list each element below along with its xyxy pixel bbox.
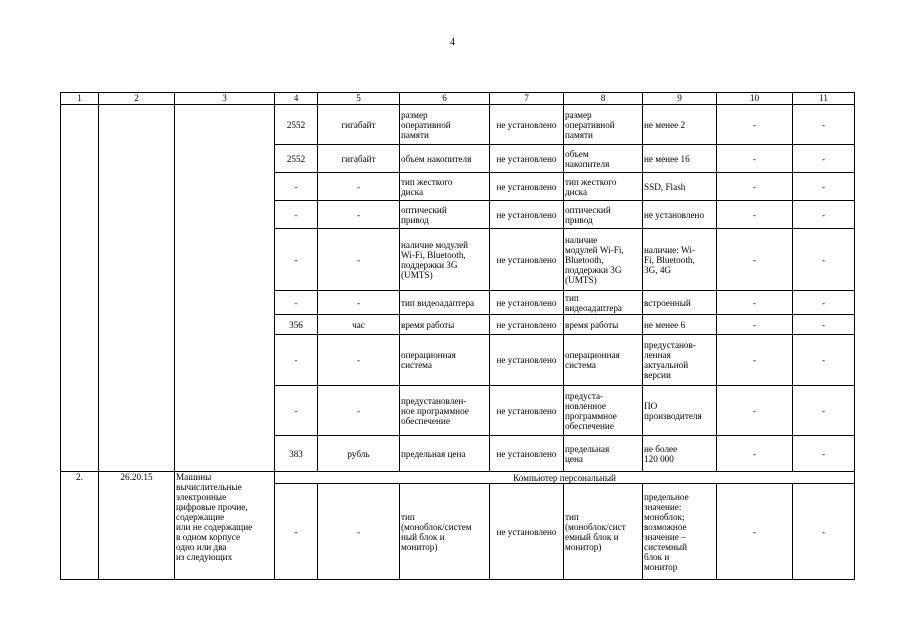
justification-cell: - [717,173,793,201]
requirements-table [60,92,855,580]
characteristic-name-cell: тип (моноблок/систем ный блок и монитор) [400,484,490,580]
characteristic-name-cell: наличие модулей Wi-Fi, Bluetooth, поддержки 3G (UMTS) [400,229,490,291]
okpd-code-cell [99,105,175,472]
characteristic-name-cell: предустановлен- ное программное обеспечение [400,386,490,436]
characteristic-value-cell: не установлено [490,291,564,315]
header-cell: 3 [175,93,275,105]
unit-name-cell: час [318,315,400,335]
characteristic-value-cell: SSD, Flash [643,173,717,201]
characteristic-name-cell: время работы [564,315,643,335]
unit-code-cell: - [275,173,318,201]
item-description-cell [175,105,275,472]
unit-name-cell: - [318,229,400,291]
characteristic-value-cell: не установлено [490,484,564,580]
function-cell: - [793,436,855,472]
header-cell: 2 [99,93,175,105]
unit-code-cell: 2552 [275,105,318,145]
characteristic-value-cell: не более 120 000 [643,436,717,472]
characteristic-value-cell: предельное значение: моноблок; возможное значение – системный блок и монитор [643,484,717,580]
header-cell: 1 [61,93,99,105]
characteristic-name-cell: время работы [400,315,490,335]
header-cell: 6 [400,93,490,105]
characteristic-value-cell: не менее 16 [643,145,717,173]
table-row [61,105,855,145]
function-cell: - [793,145,855,173]
justification-cell: - [717,291,793,315]
characteristic-value-cell: не установлено [490,229,564,291]
justification-cell: - [717,335,793,386]
function-cell: - [793,173,855,201]
unit-name-cell: - [318,173,400,201]
characteristic-name-cell: оптический привод [400,201,490,229]
characteristic-name-cell: размер оперативной памяти [400,105,490,145]
characteristic-name-cell: размер оперативной памяти [564,105,643,145]
header-cell: 7 [490,93,564,105]
unit-name-cell: - [318,335,400,386]
header-cell: 10 [717,93,793,105]
justification-cell: - [717,145,793,173]
header-cell: 8 [564,93,643,105]
characteristic-name-cell: объем накопителя [400,145,490,173]
unit-code-cell: - [275,335,318,386]
okpd-code-cell: 26.20.15 [99,472,175,580]
function-cell: - [793,335,855,386]
characteristic-name-cell: предуста- новленное программное обеспечение [564,386,643,436]
characteristic-name-cell: тип (моноблок/сист емный блок и монитор) [564,484,643,580]
justification-cell: - [717,315,793,335]
table-row [61,472,855,484]
characteristic-name-cell: предельная цена [400,436,490,472]
header-cell: 4 [275,93,318,105]
header-cell: 11 [793,93,855,105]
characteristic-value-cell: не менее 6 [643,315,717,335]
unit-code-cell: - [275,484,318,580]
characteristic-value-cell: не установлено [490,145,564,173]
unit-name-cell: рубль [318,436,400,472]
unit-code-cell: - [275,291,318,315]
function-cell: - [793,201,855,229]
characteristic-name-cell: наличие модулей Wi-Fi, Bluetooth, поддержки 3G (UMTS) [564,229,643,291]
characteristic-value-cell: не установлено [490,105,564,145]
characteristic-value-cell: ПО производителя [643,386,717,436]
function-cell: - [793,315,855,335]
section-title: Компьютер персональный [275,472,855,484]
unit-code-cell: 356 [275,315,318,335]
unit-name-cell: - [318,484,400,580]
unit-code-cell: - [275,229,318,291]
function-cell: - [793,105,855,145]
function-cell: - [793,484,855,580]
characteristic-name-cell: тип жесткого диска [400,173,490,201]
justification-cell: - [717,436,793,472]
item-number-cell: 2. [61,472,99,580]
characteristic-name-cell: тип видеоадаптера [564,291,643,315]
header-cell: 5 [318,93,400,105]
characteristic-value-cell: не установлено [490,315,564,335]
characteristic-name-cell: предельная цена [564,436,643,472]
item-description-cell: Машины вычислительные электронные цифровые прочие, содержащие или не содержащие в одном корпусе одно или два из следующих [175,472,275,580]
unit-code-cell: 383 [275,436,318,472]
function-cell: - [793,229,855,291]
function-cell: - [793,386,855,436]
unit-name-cell: - [318,201,400,229]
header-cell: 9 [643,93,717,105]
unit-code-cell: 2552 [275,145,318,173]
unit-code-cell: - [275,201,318,229]
unit-name-cell: гигабайт [318,145,400,173]
characteristic-name-cell: операционная система [400,335,490,386]
header-row [61,93,855,105]
characteristic-name-cell: операционная система [564,335,643,386]
characteristic-value-cell: не установлено [490,173,564,201]
characteristic-value-cell: встроенный [643,291,717,315]
justification-cell: - [717,484,793,580]
characteristic-value-cell: не установлено [490,335,564,386]
item-number-cell [61,105,99,472]
unit-name-cell: гигабайт [318,105,400,145]
characteristic-value-cell: не установлено [490,201,564,229]
characteristic-value-cell: не установлено [490,436,564,472]
characteristic-value-cell: не установлено [490,386,564,436]
characteristic-value-cell: не менее 2 [643,105,717,145]
characteristic-name-cell: тип видеоадаптера [400,291,490,315]
justification-cell: - [717,201,793,229]
function-cell: - [793,291,855,315]
unit-name-cell: - [318,386,400,436]
characteristic-name-cell: объем накопителя [564,145,643,173]
characteristic-name-cell: тип жесткого диска [564,173,643,201]
characteristic-value-cell: наличие: Wi- Fi, Bluetooth, 3G, 4G [643,229,717,291]
justification-cell: - [717,229,793,291]
page-number: 4 [450,37,455,48]
characteristic-value-cell: предустанов- ленная актуальной версии [643,335,717,386]
justification-cell: - [717,105,793,145]
unit-name-cell: - [318,291,400,315]
unit-code-cell: - [275,386,318,436]
justification-cell: - [717,386,793,436]
characteristic-name-cell: оптический привод [564,201,643,229]
characteristic-value-cell: не установлено [643,201,717,229]
